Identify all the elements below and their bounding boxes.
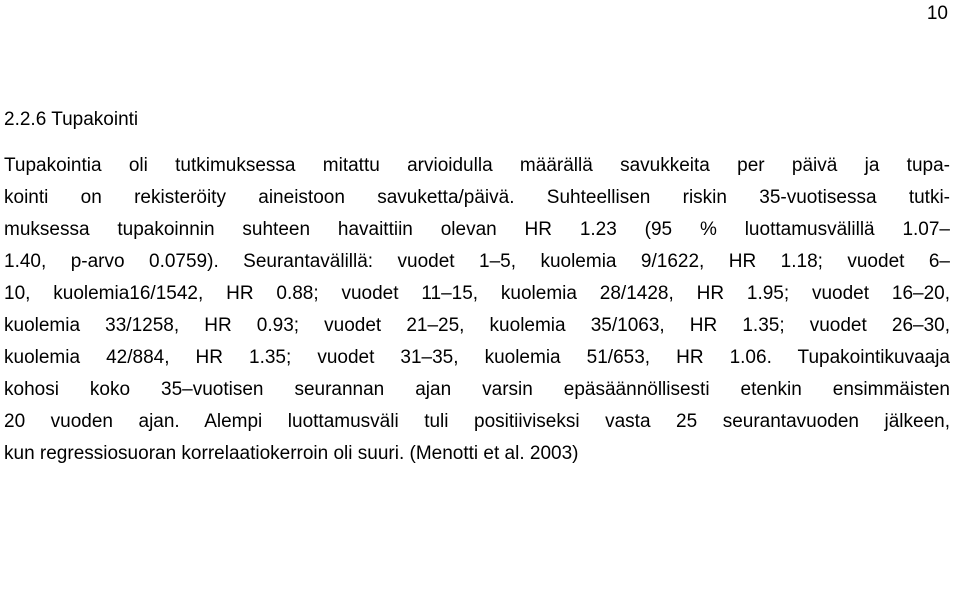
paragraph-line: 1.40, p-arvo 0.0759). Seurantavälillä: vuodet 1–5, kuolemia 9/1622, HR 1.18; vuodet 6– — [4, 251, 950, 272]
page-number: 10 — [926, 3, 948, 24]
paragraph-line: kun regressiosuoran korrelaatiokerroin oli suuri. (Menotti et al. 2003) — [4, 443, 579, 464]
paragraph-line: Tupakointia oli tutkimuksessa mitattu arvioidulla määrällä savukkeita per päivä ja tupa- — [4, 155, 950, 176]
paragraph-line: kuolemia 42/884, HR 1.35; vuodet 31–35, kuolemia 51/653, HR 1.06. Tupakointikuvaaja — [4, 347, 950, 368]
paragraph-line: kuolemia 33/1258, HR 0.93; vuodet 21–25, kuolemia 35/1063, HR 1.35; vuodet 26–30, — [4, 315, 950, 336]
paragraph-line: kohosi koko 35–vuotisen seurannan ajan varsin epäsäännöllisesti etenkin ensimmäisten — [4, 379, 950, 400]
paragraph-line: muksessa tupakoinnin suhteen havaittiin olevan HR 1.23 (95 % luottamusvälillä 1.07– — [4, 219, 950, 240]
paragraph-line: 20 vuoden ajan. Alempi luottamusväli tuli positiiviseksi vasta 25 seurantavuoden jälkeen, — [4, 411, 950, 432]
paragraph-line: kointi on rekisteröity aineistoon savuketta/päivä. Suhteellisen riskin 35-vuotisessa tutki- — [4, 187, 950, 208]
section-heading: 2.2.6 Tupakointi — [4, 109, 139, 130]
paragraph-line: 10, kuolemia16/1542, HR 0.88; vuodet 11–15, kuolemia 28/1428, HR 1.95; vuodet 16–20, — [4, 283, 950, 304]
body-paragraph — [4, 150, 950, 470]
